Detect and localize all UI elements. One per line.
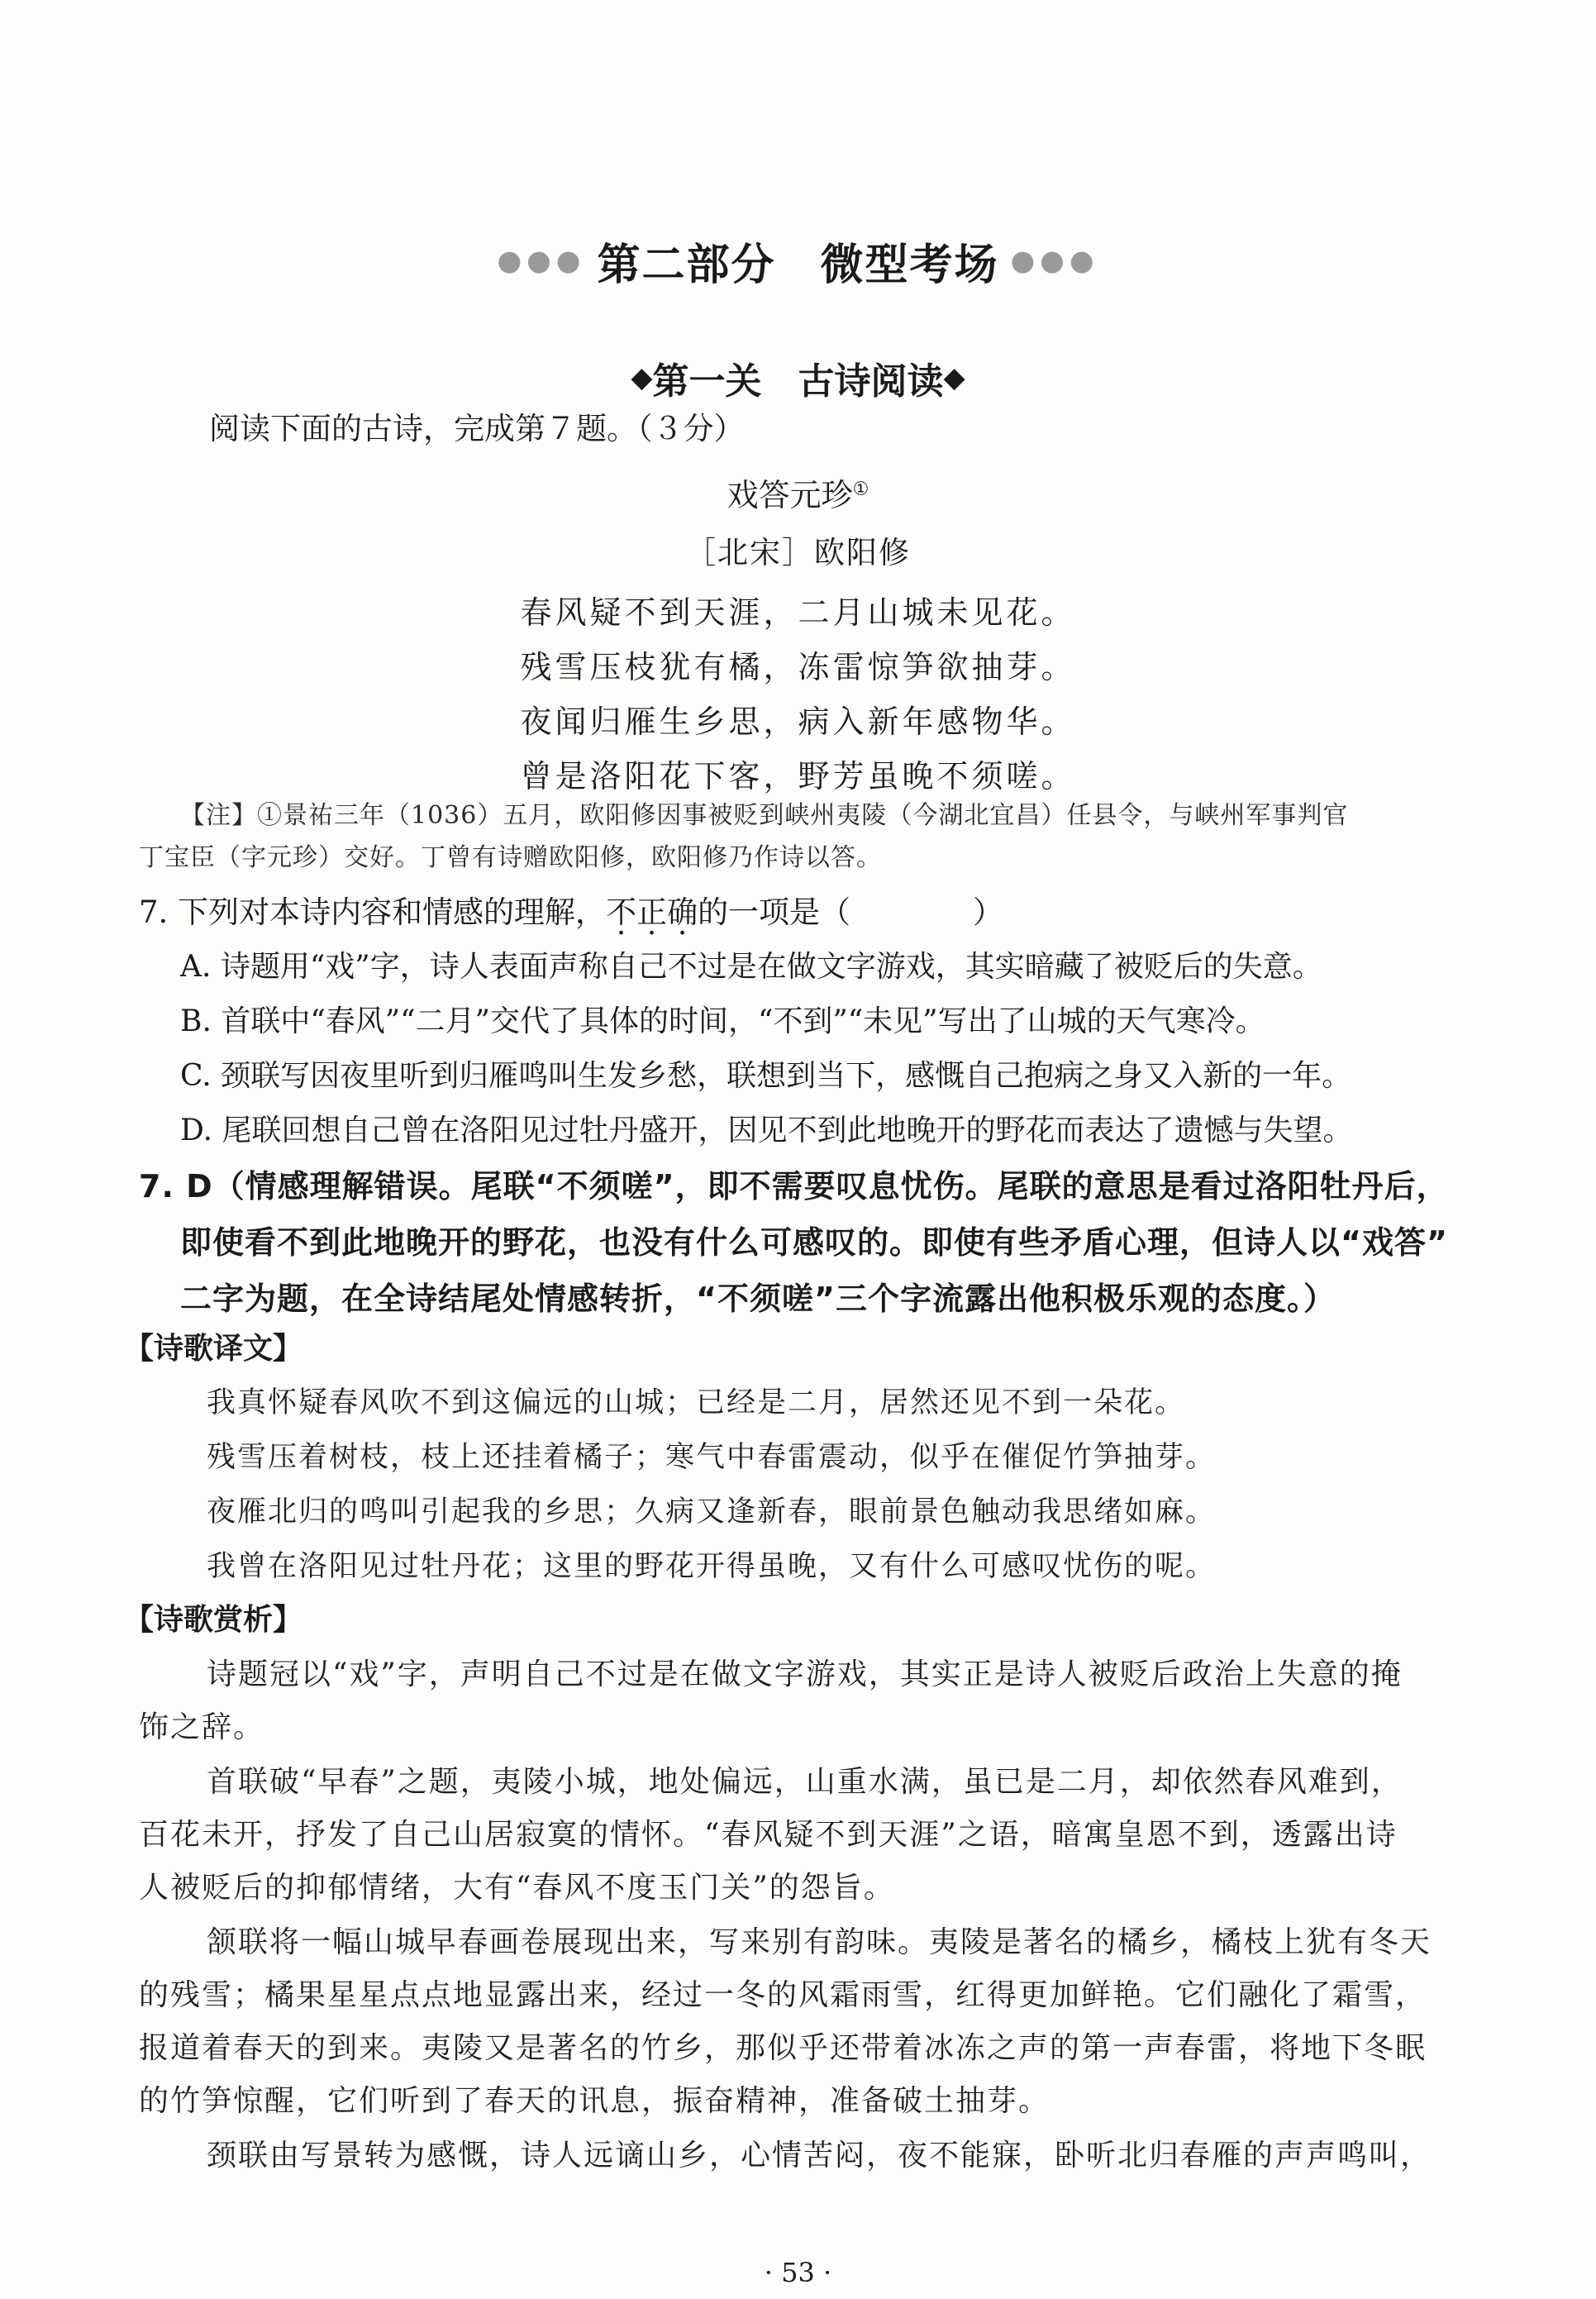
appreciation-line: 人被贬后的抑郁情绪，大有“春风不度玉门关”的怨旨。 [139, 1871, 895, 1905]
emphasis-char: 确 [667, 894, 698, 930]
appreciation-line: 报道着春天的到来。夷陵又是著名的竹乡，那似乎还带着冰冻之声的第一声春雷，将地下冬眠 [139, 2031, 1427, 2065]
poem-author: ［北宋］欧阳修 [685, 535, 911, 570]
question-suffix: 的一项是（ ） [698, 894, 1004, 930]
appreciation-line: 百花未开，抒发了自己山居寂寞的情怀。“春风疑不到天涯”之语，暗寓皇恩不到，透露出诗 [139, 1818, 1398, 1852]
poem-title [0, 470, 1596, 515]
appreciation-line: 饰之辞。 [139, 1710, 265, 1744]
translation-line: 我真怀疑春风吹不到这偏远的山城；已经是二月，居然还见不到一朵花。 [207, 1386, 1186, 1419]
poem-note-mark: ① [852, 479, 869, 500]
translation-line: 残雪压着树枝，枝上还挂着橘子；寒气中春雷震动，似乎在催促竹笋抽芽。 [207, 1441, 1217, 1474]
option-b: B. 首联中“春风”“二月”交代了具体的时间，“不到”“未见”写出了山城的天气寒冷。 [180, 1004, 1265, 1038]
part-title [0, 230, 1596, 292]
translation-line: 我曾在洛阳见过牡丹花；这里的野花开得虽晚，又有什么可感叹忧伤的呢。 [207, 1550, 1217, 1583]
option-d: D. 尾联回想自己曾在洛阳见过牡丹盛开，因见不到此地晚开的野花而表达了遗憾与失望。 [180, 1114, 1353, 1147]
appreciation-line: 的竹笋惊醒，它们听到了春天的讯息，振奋精神，准备破土抽芽。 [139, 2084, 1051, 2118]
page-number: · 53 · [764, 2257, 832, 2288]
appreciation-line: 颔联将一幅山城早春画卷展现出来，写来别有韵味。夷陵是著名的橘乡，橘枝上犹有冬天 [207, 1925, 1432, 1959]
emphasis-char: 不 [606, 894, 637, 930]
section-title [0, 351, 1596, 404]
answer-line: 7. D（情感理解错误。尾联“不须嗟”，即不需要叹息忧伤。尾联的意思是看过洛阳牡丹后， [139, 1168, 1449, 1204]
decorative-dots-right: ●●● [1010, 244, 1099, 278]
decorative-dots-left: ●●● [497, 244, 586, 278]
diamond-icon: ◆ [943, 361, 965, 394]
footnote-line: 丁宝臣（字元珍）交好。丁曾有诗赠欧阳修，欧阳修乃作诗以答。 [139, 843, 882, 872]
answer-line: 二字为题，在全诗结尾处情感转折，“不须嗟”三个字流露出他积极乐观的态度。） [180, 1281, 1336, 1317]
poem-title-text: 戏答元珍 [727, 477, 853, 513]
poem-line: 夜闻归雁生乡思，病入新年感物华。 [520, 704, 1076, 740]
question-stem [139, 894, 1004, 930]
footnote-line: 【注】①景祐三年（1036）五月，欧阳修因事被贬到峡州夷陵（今湖北宜昌）任县令，与峡州军事判官 [180, 801, 1349, 830]
appreciation-line: 的残雪；橘果星星点点地显露出来，经过一冬的风霜雨雪，红得更加鲜艳。它们融化了霜雪， [139, 1978, 1427, 2012]
appreciation-heading: 【诗歌赏析】 [124, 1603, 303, 1637]
poem-line: 春风疑不到天涯，二月山城未见花。 [520, 594, 1076, 631]
translation-line: 夜雁北归的鸣叫引起我的乡思；久病又逢新春，眼前景色触动我思绪如麻。 [207, 1495, 1217, 1529]
appreciation-line: 首联破“早春”之题，夷陵小城，地处偏远，山重水满，虽已是二月，却依然春风难到， [207, 1765, 1403, 1799]
option-c: C. 颈联写因夜里听到归雁鸣叫生发乡愁，联想到当下，感慨自己抱病之身又入新的一年。 [180, 1059, 1352, 1093]
emphasis-char: 正 [636, 894, 668, 930]
diamond-icon: ◆ [631, 361, 653, 394]
option-a: A. 诗题用“戏”字，诗人表面声称自己不过是在做文字游戏，其实暗藏了被贬后的失意。 [180, 950, 1322, 984]
answer-line: 即使看不到此地晚开的野花，也没有什么可感叹的。即使有些矛盾心理，但诗人以“戏答” [180, 1224, 1448, 1261]
section-title-text: 第一关 古诗阅读 [652, 360, 944, 403]
instruction-text: 阅读下面的古诗，完成第７题。（３分） [209, 411, 745, 446]
translation-heading: 【诗歌译文】 [124, 1332, 303, 1366]
appreciation-line: 颈联由写景转为感慨，诗人远谪山乡，心情苦闷，夜不能寐，卧听北归春雁的声声鸣叫， [207, 2139, 1432, 2173]
poem-line: 残雪压枝犹有橘，冻雷惊笋欲抽芽。 [520, 649, 1076, 685]
appreciation-line: 诗题冠以“戏”字，声明自己不过是在做文字游戏，其实正是诗人被贬后政治上失意的掩 [207, 1657, 1403, 1691]
question-prefix: 7. 下列对本诗内容和情感的理解， [139, 894, 607, 930]
poem-line: 曾是洛阳花下客，野芳虽晚不须嗟。 [520, 758, 1076, 794]
part-title-text: 第二部分 微型考场 [597, 241, 999, 290]
